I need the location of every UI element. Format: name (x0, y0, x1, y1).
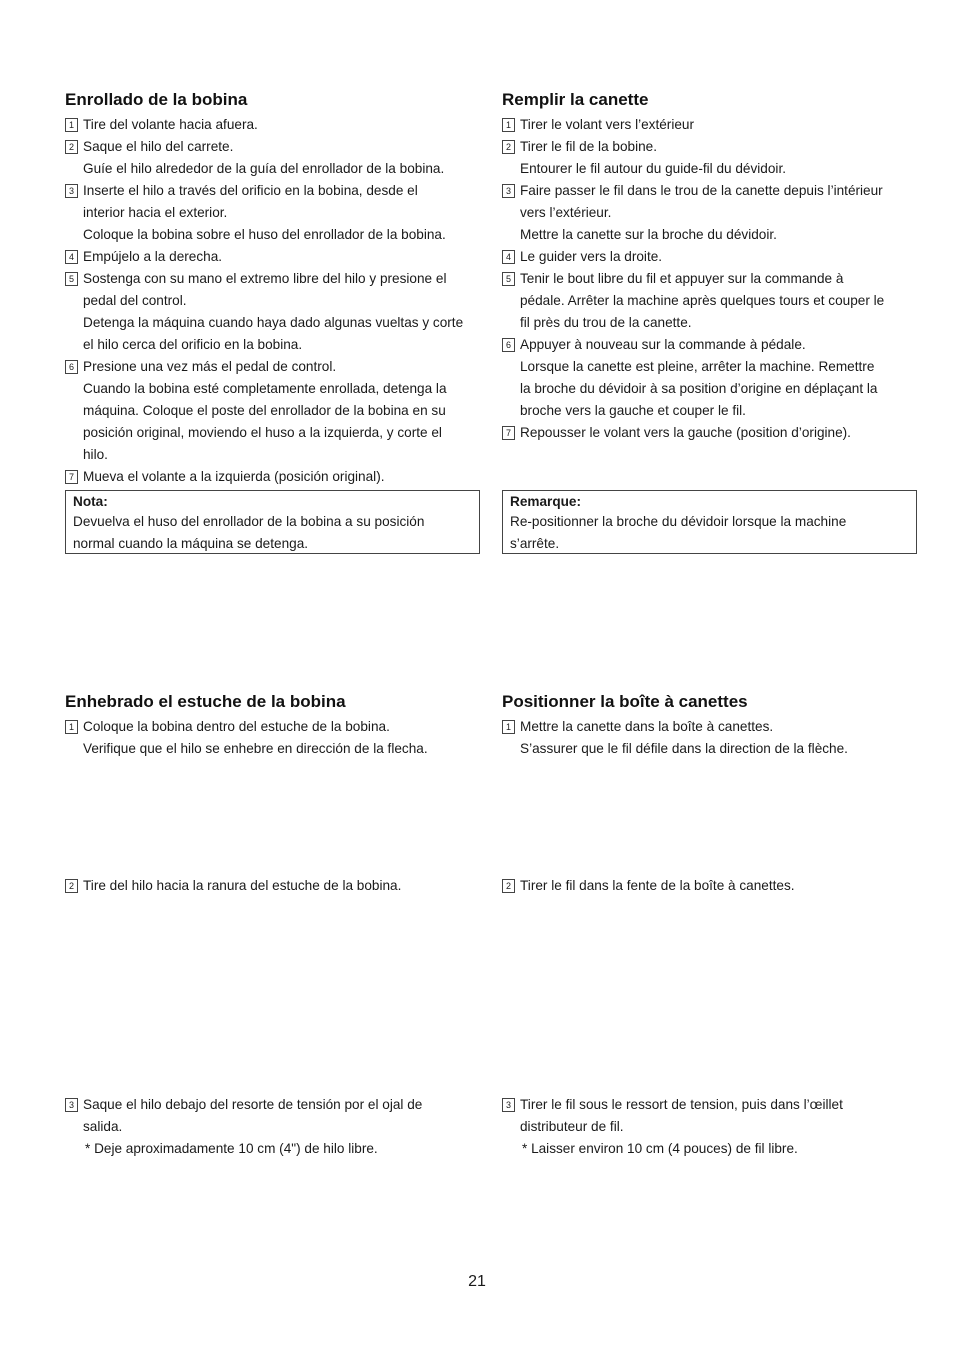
step-number: 1 (65, 720, 78, 734)
step-text: S’assurer que le fil défile dans la direction de la flèche. (520, 741, 848, 756)
note-text: normal cuando la máquina se detenga. (73, 536, 309, 551)
note-text: Re-positionner la broche du dévidoir lorsque la machine (510, 514, 847, 529)
bobbin-winding-fr (502, 89, 918, 444)
step-text: Inserte el hilo a través del orificio en la bobina, desde el (83, 183, 418, 198)
section-heading: Enhebrado el estuche de la bobina (65, 692, 346, 711)
step-item (502, 136, 918, 180)
step-text: Repousser le volant vers la gauche (position d’origine). (520, 425, 851, 440)
step-text: * Deje aproximadamente 10 cm (4") de hilo libre. (85, 1141, 378, 1156)
step-text: máquina. Coloque el poste del enrollador de la bobina en su (83, 403, 446, 418)
step-item (502, 334, 918, 422)
step-item (65, 356, 483, 466)
step-text: Tirer le fil de la bobine. (520, 139, 658, 154)
section-heading: Enrollado de la bobina (65, 90, 248, 109)
step-item (502, 875, 918, 897)
step-number: 5 (65, 272, 78, 286)
step-text: Empújelo a la derecha. (83, 249, 223, 264)
step-item (502, 268, 918, 334)
step-number: 7 (65, 470, 78, 484)
step-number: 2 (65, 879, 78, 893)
step-number: 3 (502, 1098, 515, 1112)
step-text: Appuyer à nouveau sur la commande à pédale. (520, 337, 806, 352)
step-number: 2 (502, 879, 515, 893)
step-text: Lorsque la canette est pleine, arrêter la machine. Remettre (520, 359, 875, 374)
step-number: 2 (502, 140, 515, 154)
step-text: Mettre la canette sur la broche du dévidoir. (520, 227, 777, 242)
step-item (502, 246, 918, 268)
step-text: distributeur de fil. (520, 1119, 624, 1134)
step-text: * Laisser environ 10 cm (4 pouces) de fil libre. (522, 1141, 798, 1156)
step-item (65, 716, 483, 760)
step-text: Faire passer le fil dans le trou de la canette depuis l’intérieur (520, 183, 883, 198)
note-box-es (65, 490, 480, 554)
step-text: Coloque la bobina dentro del estuche de la bobina. (83, 719, 390, 734)
step-text: Tire del hilo hacia la ranura del estuche de la bobina. (83, 878, 402, 893)
step-text: Mettre la canette dans la boîte à canettes. (520, 719, 774, 734)
step-text: el hilo cerca del orificio en la bobina. (83, 337, 303, 352)
step-item (65, 180, 483, 246)
step-text: Saque el hilo del carrete. (83, 139, 234, 154)
bobbin-winding-es (65, 89, 483, 488)
note-title: Nota: (73, 494, 108, 509)
step-text: broche vers la gauche et couper le fil. (520, 403, 746, 418)
step-text: hilo. (83, 447, 108, 462)
bobbin-case-es-step2 (65, 875, 483, 897)
step-text: fil près du trou de la canette. (520, 315, 692, 330)
note-text: Devuelva el huso del enrollador de la bobina a su posición (73, 514, 425, 529)
step-text: Tirer le volant vers l’extérieur (520, 117, 695, 132)
step-number: 6 (65, 360, 78, 374)
step-text: Cuando la bobina esté completamente enrollada, detenga la (83, 381, 447, 396)
step-item (65, 1094, 483, 1160)
step-item (502, 716, 918, 760)
step-number: 6 (502, 338, 515, 352)
note-text: s’arrête. (510, 536, 560, 551)
section-heading: Remplir la canette (502, 90, 649, 109)
step-item (502, 422, 918, 444)
step-number: 1 (65, 118, 78, 132)
bobbin-case-es-step3 (65, 1094, 483, 1160)
step-number: 1 (502, 720, 515, 734)
step-text: salida. (83, 1119, 123, 1134)
step-text: Coloque la bobina sobre el huso del enrollador de la bobina. (83, 227, 446, 242)
step-item (65, 466, 483, 488)
step-list (65, 114, 483, 488)
page-number: 21 (468, 1273, 486, 1290)
note-title: Remarque: (510, 494, 582, 509)
step-text: Saque el hilo debajo del resorte de tensión por el ojal de (83, 1097, 423, 1112)
section-heading: Positionner la boîte à canettes (502, 692, 748, 711)
step-text: Tirer le fil sous le ressort de tension, puis dans l’œillet (520, 1097, 843, 1112)
step-text: pédale. Arrêter la machine après quelques tours et couper le (520, 293, 885, 308)
bobbin-case-fr-step3 (502, 1094, 918, 1160)
step-text: Entourer le fil autour du guide-fil du dévidoir. (520, 161, 786, 176)
step-text: Sostenga con su mano el extremo libre del hilo y presione el (83, 271, 447, 286)
step-item (65, 246, 483, 268)
step-number: 5 (502, 272, 515, 286)
step-text: Mueva el volante a la izquierda (posición original). (83, 469, 385, 484)
bobbin-case-fr (502, 691, 918, 760)
step-text: posición original, moviendo el huso a la izquierda, y corte el (83, 425, 442, 440)
step-number: 3 (65, 184, 78, 198)
step-text: la broche du dévidoir à sa position d’origine en déplaçant la (520, 381, 878, 396)
step-number: 1 (502, 118, 515, 132)
step-text: vers l’extérieur. (520, 205, 612, 220)
step-number: 4 (502, 250, 515, 264)
note-box-fr (502, 490, 917, 554)
step-item (502, 114, 918, 136)
bobbin-case-es (65, 691, 483, 760)
step-list (502, 114, 918, 444)
step-item (65, 875, 483, 897)
step-text: pedal del control. (83, 293, 187, 308)
step-text: Le guider vers la droite. (520, 249, 663, 264)
step-item (502, 1094, 918, 1160)
step-number: 3 (65, 1098, 78, 1112)
step-number: 7 (502, 426, 515, 440)
step-number: 4 (65, 250, 78, 264)
step-item (65, 268, 483, 356)
step-item (502, 180, 918, 246)
step-text: Presione una vez más el pedal de control. (83, 359, 337, 374)
step-text: interior hacia el exterior. (83, 205, 228, 220)
step-text: Detenga la máquina cuando haya dado algunas vueltas y corte (83, 315, 464, 330)
step-item (65, 136, 483, 180)
step-number: 3 (502, 184, 515, 198)
step-item (65, 114, 483, 136)
step-text: Tenir le bout libre du fil et appuyer sur la commande à (520, 271, 844, 286)
bobbin-case-fr-step2 (502, 875, 918, 897)
step-text: Verifique que el hilo se enhebre en dirección de la flecha. (83, 741, 428, 756)
step-text: Tire del volante hacia afuera. (83, 117, 258, 132)
step-number: 2 (65, 140, 78, 154)
step-text: Guíe el hilo alrededor de la guía del enrollador de la bobina. (83, 161, 445, 176)
step-text: Tirer le fil dans la fente de la boîte à canettes. (520, 878, 795, 893)
